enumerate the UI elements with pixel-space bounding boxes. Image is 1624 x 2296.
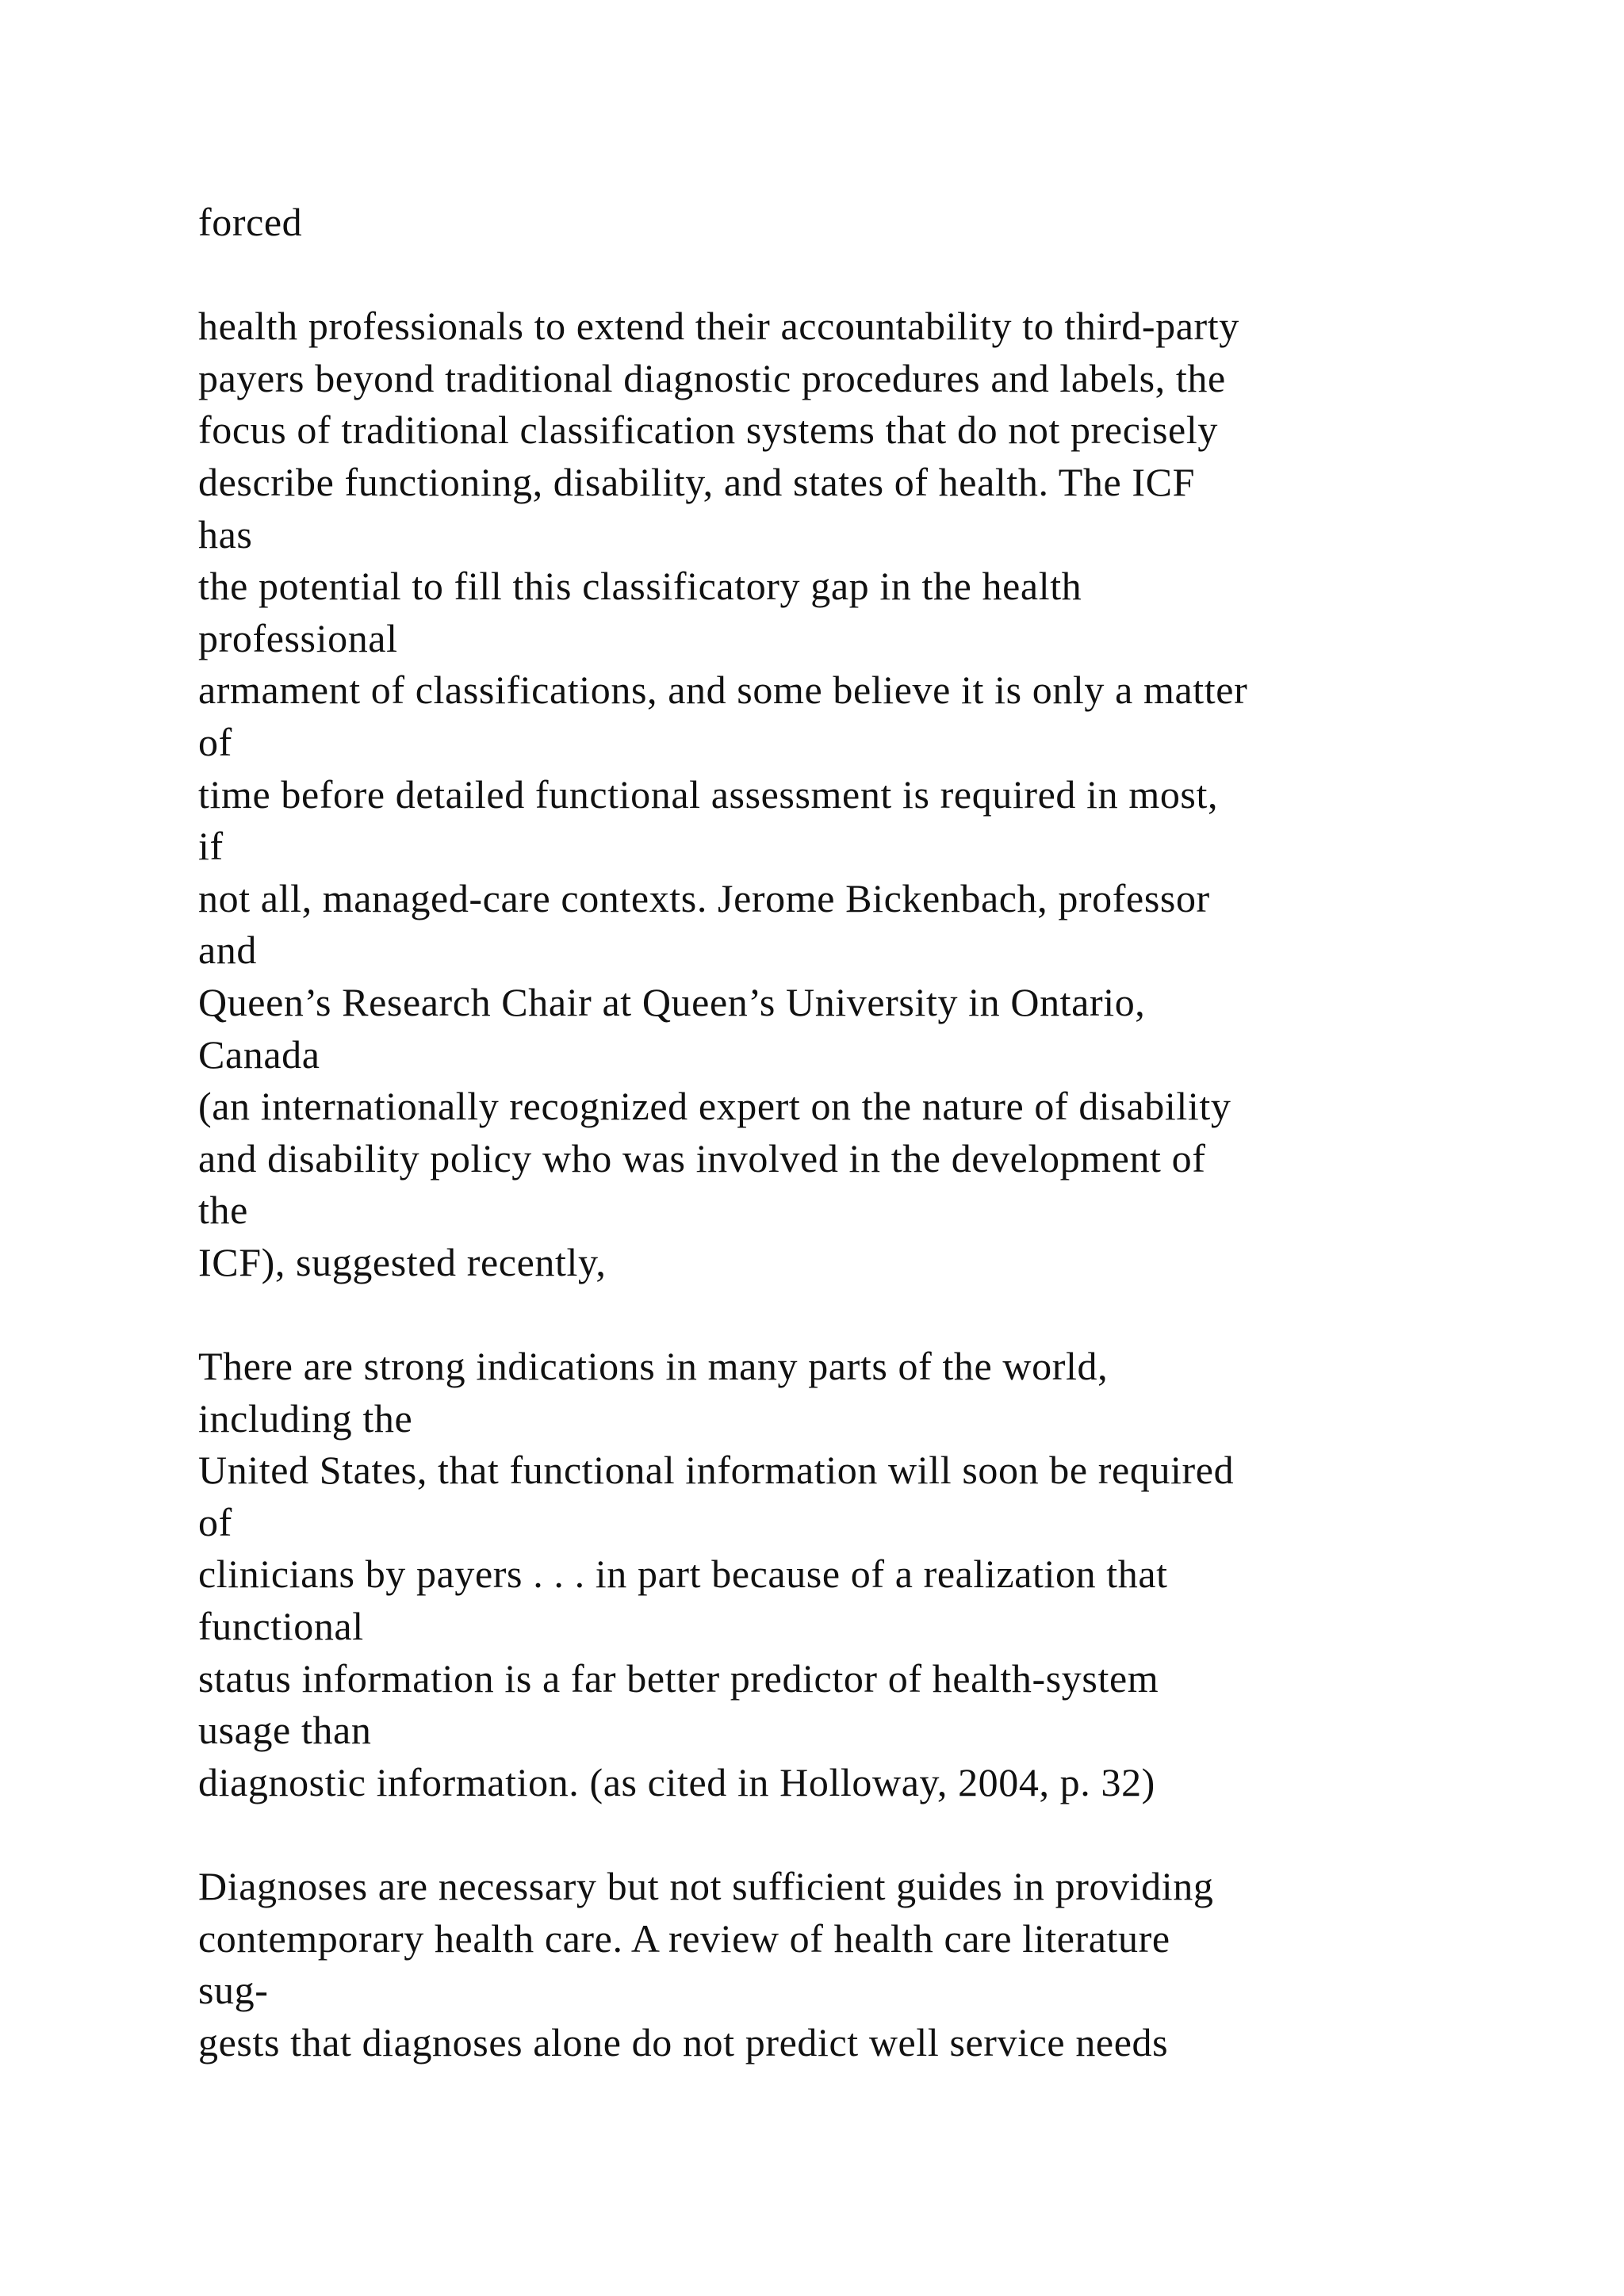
text-line: payers beyond traditional diagnostic procedures and labels, the xyxy=(198,355,1226,400)
text-line: contemporary health care. A review of health care literature xyxy=(198,1915,1170,1961)
text-line: time before detailed functional assessment is required in most, xyxy=(198,771,1219,817)
text-line: if xyxy=(198,824,224,869)
text-line: sug- xyxy=(198,1968,269,2013)
text-line: status information is a far better predictor of health-system xyxy=(198,1655,1159,1701)
blank-line xyxy=(198,1288,1546,1341)
text-line: of xyxy=(198,1499,232,1544)
text-line: the xyxy=(198,1188,248,1233)
text-line: functional xyxy=(198,1604,364,1649)
text-line: Diagnoses are necessary but not sufficient guides in providing xyxy=(198,1864,1214,1908)
text-line: describe functioning, disability, and states of health. The ICF xyxy=(198,459,1195,504)
text-line: United States, that functional information will soon be required xyxy=(198,1448,1235,1493)
text-line: including the xyxy=(198,1395,413,1441)
text-line: Canada xyxy=(198,1031,320,1077)
text-line: health professionals to extend their accountability to third-party xyxy=(198,304,1239,349)
text-line: forced xyxy=(198,200,303,244)
text-line: diagnostic information. (as cited in Holloway, 2004, p. 32) xyxy=(198,1759,1155,1804)
text-line: ICF), suggested recently, xyxy=(198,1239,607,1284)
document-text xyxy=(198,197,1546,2068)
text-line: clinicians by payers . . . in part because of a realization that xyxy=(198,1552,1168,1597)
text-line: Queen’s Research Chair at Queen’s University in Ontario, xyxy=(198,979,1146,1024)
text-line: professional xyxy=(198,615,398,660)
text-line: gests that diagnoses alone do not predict well service needs xyxy=(198,2019,1169,2064)
text-line: usage than xyxy=(198,1708,372,1753)
text-line: There are strong indications in many parts of the world, xyxy=(198,1344,1109,1389)
text-line: the potential to fill this classificatory gap in the health xyxy=(198,564,1082,609)
text-line: of xyxy=(198,719,232,764)
text-line: (an internationally recognized expert on the nature of disability xyxy=(198,1084,1231,1129)
text-line: and xyxy=(198,928,257,973)
blank-line xyxy=(198,249,1546,301)
text-line: has xyxy=(198,511,253,557)
text-line: focus of traditional classification systems that do not precisely xyxy=(198,408,1218,453)
text-line: armament of classifications, and some believe it is only a matter xyxy=(198,668,1248,713)
text-line: not all, managed-care contexts. Jerome Bickenbach, professor xyxy=(198,875,1210,920)
blank-line xyxy=(198,1808,1546,1861)
text-line: and disability policy who was involved in the development of xyxy=(198,1135,1206,1181)
